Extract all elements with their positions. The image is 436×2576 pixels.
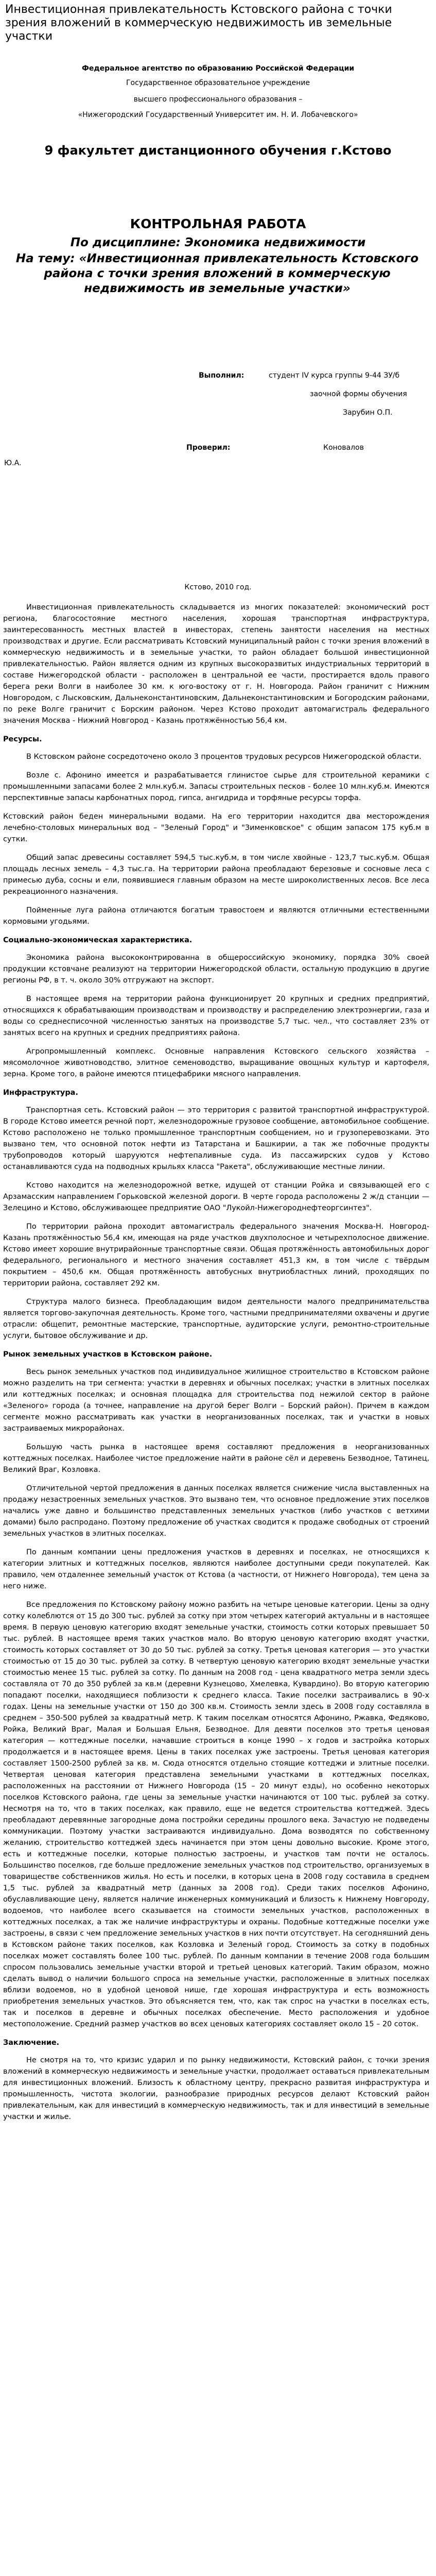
- paragraph: По территории района проходит автомагистраль федерального значения Москва-Н. Новгород-Казань протяжённостью 56,4 км, имеющая на ряде участков двухполосное и четырехполосное движение. Кстово имеет хорошие внутрирайонные транспортные связи. Общая протяжённость автомобильных дорог федерального, регионального и местного значения составляет 451,3 км, в том числе с твёрдым покрытием – 450,6 км. Общая протяжённость автобусных внутриобластных линий, проходящих по территории района, составляет 292 км.: [3, 1223, 429, 1287]
- discipline-heading: По дисциплине: Экономика недвижимости: [70, 236, 366, 249]
- faculty-heading: 9 факультет дистанционного обучения г.Кстово: [44, 143, 392, 158]
- checker-label: Проверил:: [186, 444, 231, 452]
- paragraph: Все предложения по Кстовскому району можно разбить на четыре ценовые категории. Цены за одну сотку колеблются от 15 до 300 тыс. рублей за сотку при этом четырех категорий актуальны и в настоящее время. В первую ценовую категорию входят земельные участки, стоимость сотки которых превышает 50 тыс. рублей. В настоящее время таких участков мало. Во вторую ценовую категорию входят участки, стоимость которых составляет от 30 до 50 тыс. рублей за сотку. Третья ценовая категория — это участки стоимостью от 15 до 30 тыс. рублей за сотку. В четвертую ценовую категорию входят земельные участки стоимостью менее 15 тыс. рублей за сотку. По данным на 2008 год - цена квадратного метра земли здесь составляла от 70 до 350 рублей за кв.м (деревни Кузнецово, Хмелевка, Кувардино). Во вторую категорию попадают поселки, находящиеся поблизости к среднего класса. Такие поселки застраивались в 90-х годах. Цены на земельные участки от 150 до 300 кв.м. Стоимость земли здесь в 2008 году составляла в среднем – 350-500 рублей за квадратный метр. К таким поселкам относятся Афонино, Ржавка, Федяково, Ройка, Великий Враг, Малая и Большая Ельня, Безводное. Для девяти поселков это третья ценовая категория — коттеджные поселки, начавшие строиться в конце 1990 – х годов и застройка которых продолжается и в настоящее время. Цены в таких поселках уже застроены. Третья ценовая категория составляет 1500-2500 рублей за кв. м. Сюда относятся отдельно стоящие коттеджи и элитные поселки. Четвертая ценовая категория представлена земельными участками в коттеджных поселках, расположенных на расстоянии от Нижнего Новгорода (15 – 20 минут езды), но особенно некоторых поселков Кстовского района, где цены за земельные участки начинаются от 100 тыс. рублей за сотку. Несмотря на то, что в таких поселках, как правило, еще не ведется строительства коттеджей. Здесь преобладают деревянные загородные дома постройки середины прошлого века. Зачастую не подведены коммуникации. Поэтому участки застраиваются индивидуально. Дома возводятся по собственному желанию, строительство коттеджей здесь начинается при этом цены довольно высокие. Кроме этого, есть и коттеджные поселки, которые полностью застроены, и участков там почти не осталось. Большинство поселков, где больше предложение земельных участков под строительство, организуемых в товариществе собственников жилья. Но есть и поселки, в которых цена в 2008 году составила в среднем 1,5 тыс. рублей за квадратный метр (данных за 2008 год). Среди таких поселков Афонино, обуславливающие цену, является наличие инженерных коммуникаций и близость к Нижнему Новгороду, водоемов, что наиболее всего сказывается на стоимости земельных участков, расположенных в коттеджных поселках, а так же наличие инфраструктуры и охраны. Подобные коттеджные поселки уже застроены, в связи с чем предложение земельных участков в них почти отсутствует. На сегодняшний день в Кстовском районе таких поселков, как Козловка и Зеленый город. Стоимость за сотку в подобных поселках может составлять более 100 тыс. рублей. По данным компании в течение 2008 года большим спросом пользовались земельные участки второй и третьей ценовых категорий. Таким образом, можно сделать вывод о наличии большого спроса на земельные участки, расположенные в элитных поселках вблизи водоемов, но в удобной ценовой нише, где хорошая инфраструктура и есть возможность приобретения земельных участков. Это объясняется тем, что, как так спрос на участки в поселках есть, так и поселков в деревне и обычных поселках обеспечение. Место расположения и удобное местоположение. Средний размер участков во всех ценовых категориях составляет около 15 – 20 соток.: [3, 1601, 429, 2028]
- paragraph: Общий запас древесины составляет 594,5 тыс.куб.м, в том числе хвойные - 123,7 тыс.куб.м. Общая площадь лесных земель – 4,3 тыс.га. На территории района преобладают березовые и сосновые леса с примесью дуба, сосны и ели, появившиеся главным образом на месте широколиственных лесов. Все леса рекреационного назначения.: [3, 854, 429, 896]
- document-title: Инвестиционная привлекательность Кстовского района с точки зрения вложений в коммерческую недвижимость ив земельные участки: [5, 3, 392, 43]
- resources-heading: Ресурсы.: [3, 735, 42, 743]
- land-market-heading: Рынок земельных участков в Кстовском районе.: [3, 1350, 213, 1359]
- conclusion-heading: Заключение.: [3, 2039, 60, 2047]
- infrastructure-heading: Инфраструктура.: [3, 1089, 78, 1097]
- document-body: [3, 602, 429, 2130]
- paragraph: Пойменные луга района отличаются богатым травостоем и являются отличными естественными кормовыми угодьями.: [3, 906, 429, 926]
- performer-name: Зарубин О.П.: [343, 409, 393, 417]
- paragraph: Весь рынок земельных участков под индивидуальное жилищное строительство в Кстовском районе можно разделить на три сегмента: участки в деревнях и обычных поселках; участки в элитных поселках или коттеджных поселках; и основная площадка для строительства под нежилой сектор в районе «Зеленого» города (а точнее, направление на другой берег Волги – Борский район). Причем в каждом сегменте можно рассматривать как участки в неорганизованных поселках, так и участки в новых застраиваемых микрорайонах.: [3, 1368, 429, 1433]
- checker-initials: Ю.А.: [4, 459, 22, 467]
- topic-heading: На тему: «Инвестиционная привлекательность Кстовского района с точки зрения вложений в коммерческую недвижимость ив земельные участки»: [15, 252, 419, 295]
- paragraph: Большую часть рынка в настоящее время составляют предложения в неорганизованных коттеджных поселках. Наиболее чистое предложение найти в районе сёл и деревень Безводное, Татинец, Великий Враг, Козловка.: [3, 1443, 429, 1474]
- paragraph: Отличительной чертой предложения в данных поселках является снижение числа выставленных на продажу незастроенных земельных участков. Это вызвано тем, что основное предложение этих поселков начались уже давно и большинство представленных земельных участков (либо участков с ветхими домами) было распродано. Поэтому предложение об участках сводится к продаже свободных от строений земельных участков в элитных поселках.: [3, 1484, 429, 1538]
- paragraph: Транспортная сеть. Кстовский район — это территория с развитой транспортной инфраструктурой. В городе Кстово имеется речной порт, железнодорожные грузовое сообщение, автомобильное сообщение. Кстово расположено не только промышленное транспортным сообщением, но и грузоперевозками. Это вызвано тем, что основной поток нефти из Татарстана и Башкирии, а так же побочные продукты трубопроводов который шарууются нефтепаливные суда. Из пассажирских судов у Кстово останавливаются суда на подводных крыльях класса "Ракета", обслуживающие местные линии.: [3, 1106, 429, 1171]
- university-line: «Нижегородский Государственный Университет им. Н. И. Лобачевского»: [78, 111, 358, 119]
- intro-paragraph: Инвестиционная привлекательность складывается из многих показателей: экономический рост региона, благосостояние местного населения, хорошая транспортная инфраструктура, заинтересованность местных властей в инвесторах, степень занятости населения на местных производствах и другие. Если рассматривать Кстовский муниципальный район с точки зрения вложений в коммерческую недвижимость и в земельные участки, то район обладает большой инвестиционной привлекательностью. Район является одним из крупных высокоразвитых индустриальных территорий в составе Нижегородской области - расположен в центральной ее части, простирается вдоль правого берега реки Волги в наиболее 30 км. к юго-востоку от г. Н. Новгорода. Район граничит с Нижним Новгородом, с Лысковским, Дальнеконстантиновским, Дальнеконстантиновским и Богородским районами, по реке Волге граничит с Борским районом. Через Кстово проходит автомагистраль федерального значения Москва - Нижний Новгород - Казань протяжённостью 56,4 км.: [3, 603, 429, 725]
- paragraph: Кстовский район беден минеральными водами. На его территории находится два месторождения лечебно-столовых минеральных вод – "Зеленый Город" и "Зименковское" с общим запасом 175 куб.м в сутки.: [3, 812, 429, 843]
- paragraph: Не смотря на то, что кризис ударил и по рынку недвижимости, Кстовский район, с точки зрения вложений в коммерческую недвижимость и земельные участки, продолжает оставаться привлекательным для инвестиционных вложений. Близость к областному центру, прекрасно развитая инфраструктура и промышленность, чистота экологии, разнообразие природных ресурсов делают Кстовский район привлекательным, как для инвестиций в коммерческую недвижимость, так и для инвестиций в земельные участки и жилье.: [3, 2056, 429, 2121]
- education-line: высшего профессионального образования –: [133, 95, 303, 104]
- paragraph: По данным компании цены предложения участков в деревнях и поселках, не относящихся к категории элитных и коттеджных поселков, являются наиболее доступными среди покупателей. Как правило, чем отдаленнее земельный участок от Кстова (а частности, от Нижнего Новгорода), тем цена за него ниже.: [3, 1548, 429, 1590]
- paragraph: В Кстовском районе сосредоточено около 3 процентов трудовых ресурсов Нижегородской области.: [26, 753, 422, 761]
- institution-line: Государственное образовательное учреждение: [126, 79, 310, 87]
- social-heading: Социально-экономическая характеристика.: [3, 936, 193, 944]
- paragraph: Кстово находится на железнодорожной ветке, идущей от станции Ройка и связывающей его с Арзамасским направлением Горьковской железной дороги. В черте города расположены 2 ж/д станции — Зелецино и Кстово, обслуживающее предприятие ОАО "Лукойл-Нижегороднефтеоргсинтез".: [3, 1181, 429, 1212]
- paragraph: Структура малого бизнеса. Преобладающим видом деятельности малого предпринимательства является торгово-закупочная деятельность. Кроме того, частными предпринимателями охвачены и другие отрасли: общепит, ремонтные мастерские, транспортные, аудиторские услуги, ремонтно-строительные услуги, бытовое обслуживание и др.: [3, 1298, 429, 1340]
- city-year: Кстово, 2010 год.: [184, 583, 252, 591]
- paragraph: В настоящее время на территории района функционирует 20 крупных и средних предприятий, относящихся к обрабатывающим производствам и производству и распределению электроэнергии, газа и воды со среднесписочной численностью занятых на производстве 5,7 тыс. чел., что составляет 23% от занятых всего на крупных и средних предприятиях района.: [3, 995, 429, 1037]
- performer-form: заочной формы обучения: [310, 390, 407, 398]
- agency-line: Федеральное агентство по образованию Российской Федерации: [81, 64, 355, 73]
- paragraph: Возле с. Афонино имеется и разрабатывается глинистое сырье для строительной керамики с промышленными запасами более 2 млн.куб.м. Запасы строительных песков - более 10 млн.куб.м. Имеются перспективные запасы карбонатных пород, гипса, ангидрида и торфяные ресурсы торфа.: [3, 771, 429, 802]
- performer-label: Выполнил:: [199, 371, 245, 380]
- paragraph: Агропромышленный комплекс. Основные направления Кстовского сельского хозяйства – мясомолочное животноводство, элитное семеноводство, выращивание овощных культур и картофеля, зерна. Кроме того, в районе имеются птицефабрики мясного направления.: [3, 1047, 429, 1078]
- performer-group: студент IV курса группы 9-44 ЗУ/б: [269, 371, 400, 380]
- checker-name: Коновалов: [323, 444, 364, 452]
- paragraph: Экономика района высококонтрированна в общероссийскую экономику, порядка 30% своей продукции кстовчане реализуют на территории Нижегородской области, остальную продукцию в другие регионы РФ, в т. ч. около 30% отгружают на экспорт.: [3, 954, 429, 985]
- work-type-heading: КОНТРОЛЬНАЯ РАБОТА: [130, 216, 306, 231]
